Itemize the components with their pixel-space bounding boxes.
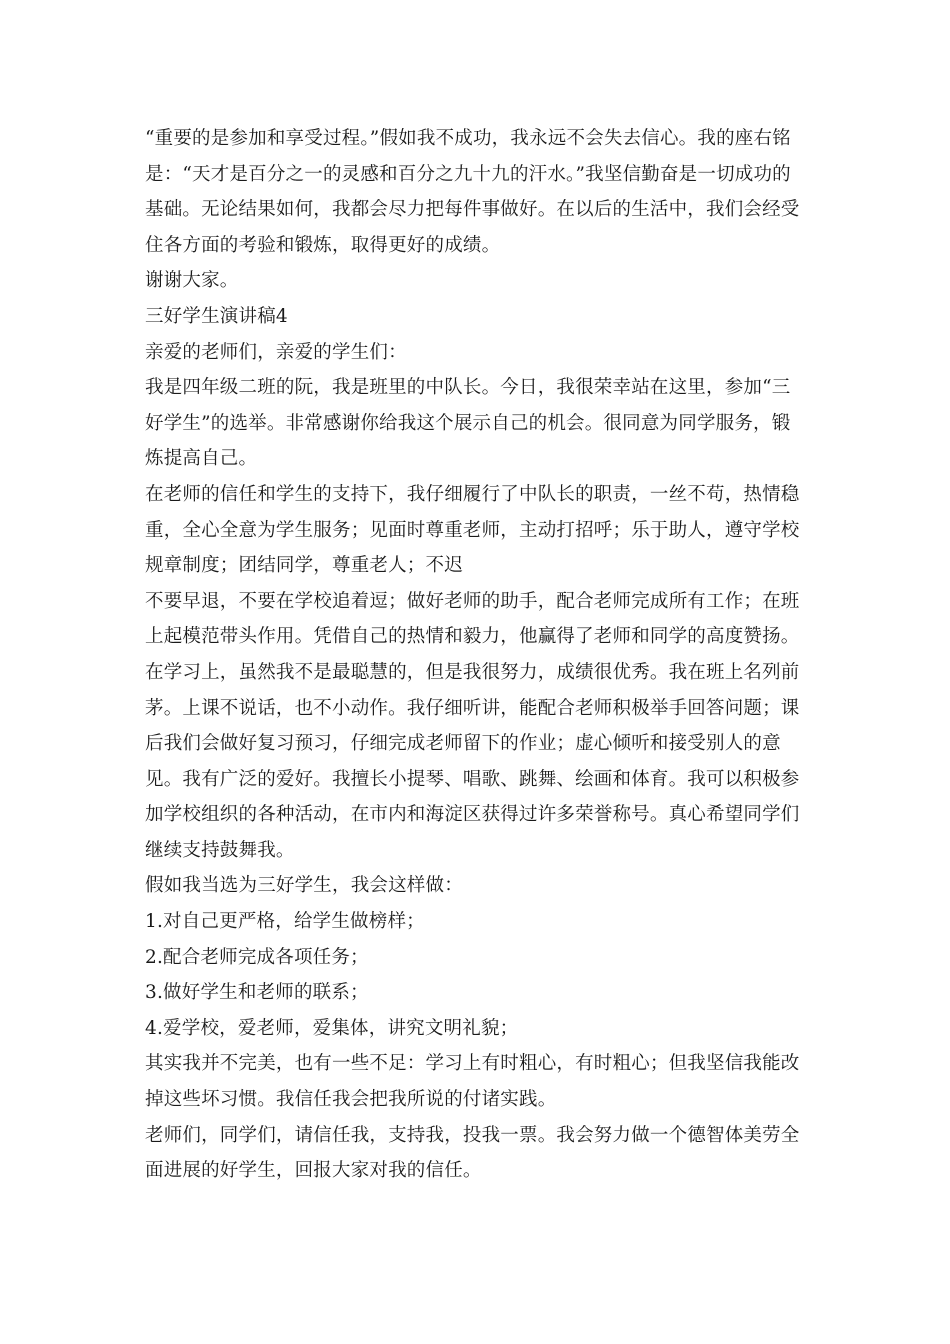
list-item-3: 3.做好学生和老师的联系； [145,982,369,1004]
paragraph-thanks: 谢谢大家。 [145,270,239,292]
paragraph-introduction: 我是四年级二班的阮，我是班里的中队长。今日，我很荣幸站在这里，参加“三好学生”的选举。非常感谢你给我这个展示自己的机会。很同意为同学服务，锻炼提高自己。 [145,377,791,470]
paragraph-duties: 在老师的信任和学生的支持下，我仔细履行了中队长的职责，一丝不苟，热情稳重，全心全意为学生服务；见面时尊重老师，主动打招呼；乐于助人，遵守学校规章制度；团结同学，尊重老人；不迟 [145,483,800,577]
paragraph-closing-motto: “重要的是参加和享受过程。”假如我不成功，我永远不会失去信心。我的座右铭是：“天才是百分之一的灵感和百分之九十九的汗水。”我坚信勤奋是一切成功的基础。无论结果如何，我都会尽力把每件事做好。在以后的生活中，我们会经受住各方面的考验和锻炼，取得更好的成绩。 [145,128,800,256]
paragraph-appeal: 老师们，同学们，请信任我，支持我，投我一票。我会努力做一个德智体美劳全面进展的好学生，回报大家对我的信任。 [145,1124,800,1182]
list-item-1: 1.对自己更严格，给学生做榜样； [145,911,425,933]
paragraph-plan-intro: 假如我当选为三好学生，我会这样做： [145,875,463,897]
list-item-2: 2.配合老师完成各项任务； [145,946,369,968]
paragraph-shortcomings: 其实我并不完美，也有一些不足：学习上有时粗心，有时粗心；但我坚信我能改掉这些坏习惯。我信任我会把我所说的付诸实践。 [145,1053,800,1111]
paragraph-salutation: 亲爱的老师们，亲爱的学生们： [145,341,407,363]
list-item-4: 4.爱学校，爱老师，爱集体，讲究文明礼貌； [145,1017,519,1039]
paragraph-achievements: 不要早退，不要在学校追着逗；做好老师的助手，配合老师完成所有工作；在班上起模范带头作用。凭借自己的热情和毅力，他赢得了老师和同学的高度赞扬。在学习上，虽然我不是最聪慧的，但是我很努力，成绩很优秀。我在班上名列前茅。上课不说话，也不小动作。我仔细听讲，能配合老师积极举手回答问题；课后我们会做好复习预习，仔细完成老师留下的作业；虚心倾听和接受别人的意见。我有广泛的爱好。我擅长小提琴、唱歌、跳舞、绘画和体育。我可以积极参加学校组织的各种活动，在市内和海淀区获得过许多荣誉称号。真心希望同学们继续支持鼓舞我。 [145,590,800,861]
section-title: 三好学生演讲稿4 [145,305,288,327]
document-body [145,121,805,1189]
